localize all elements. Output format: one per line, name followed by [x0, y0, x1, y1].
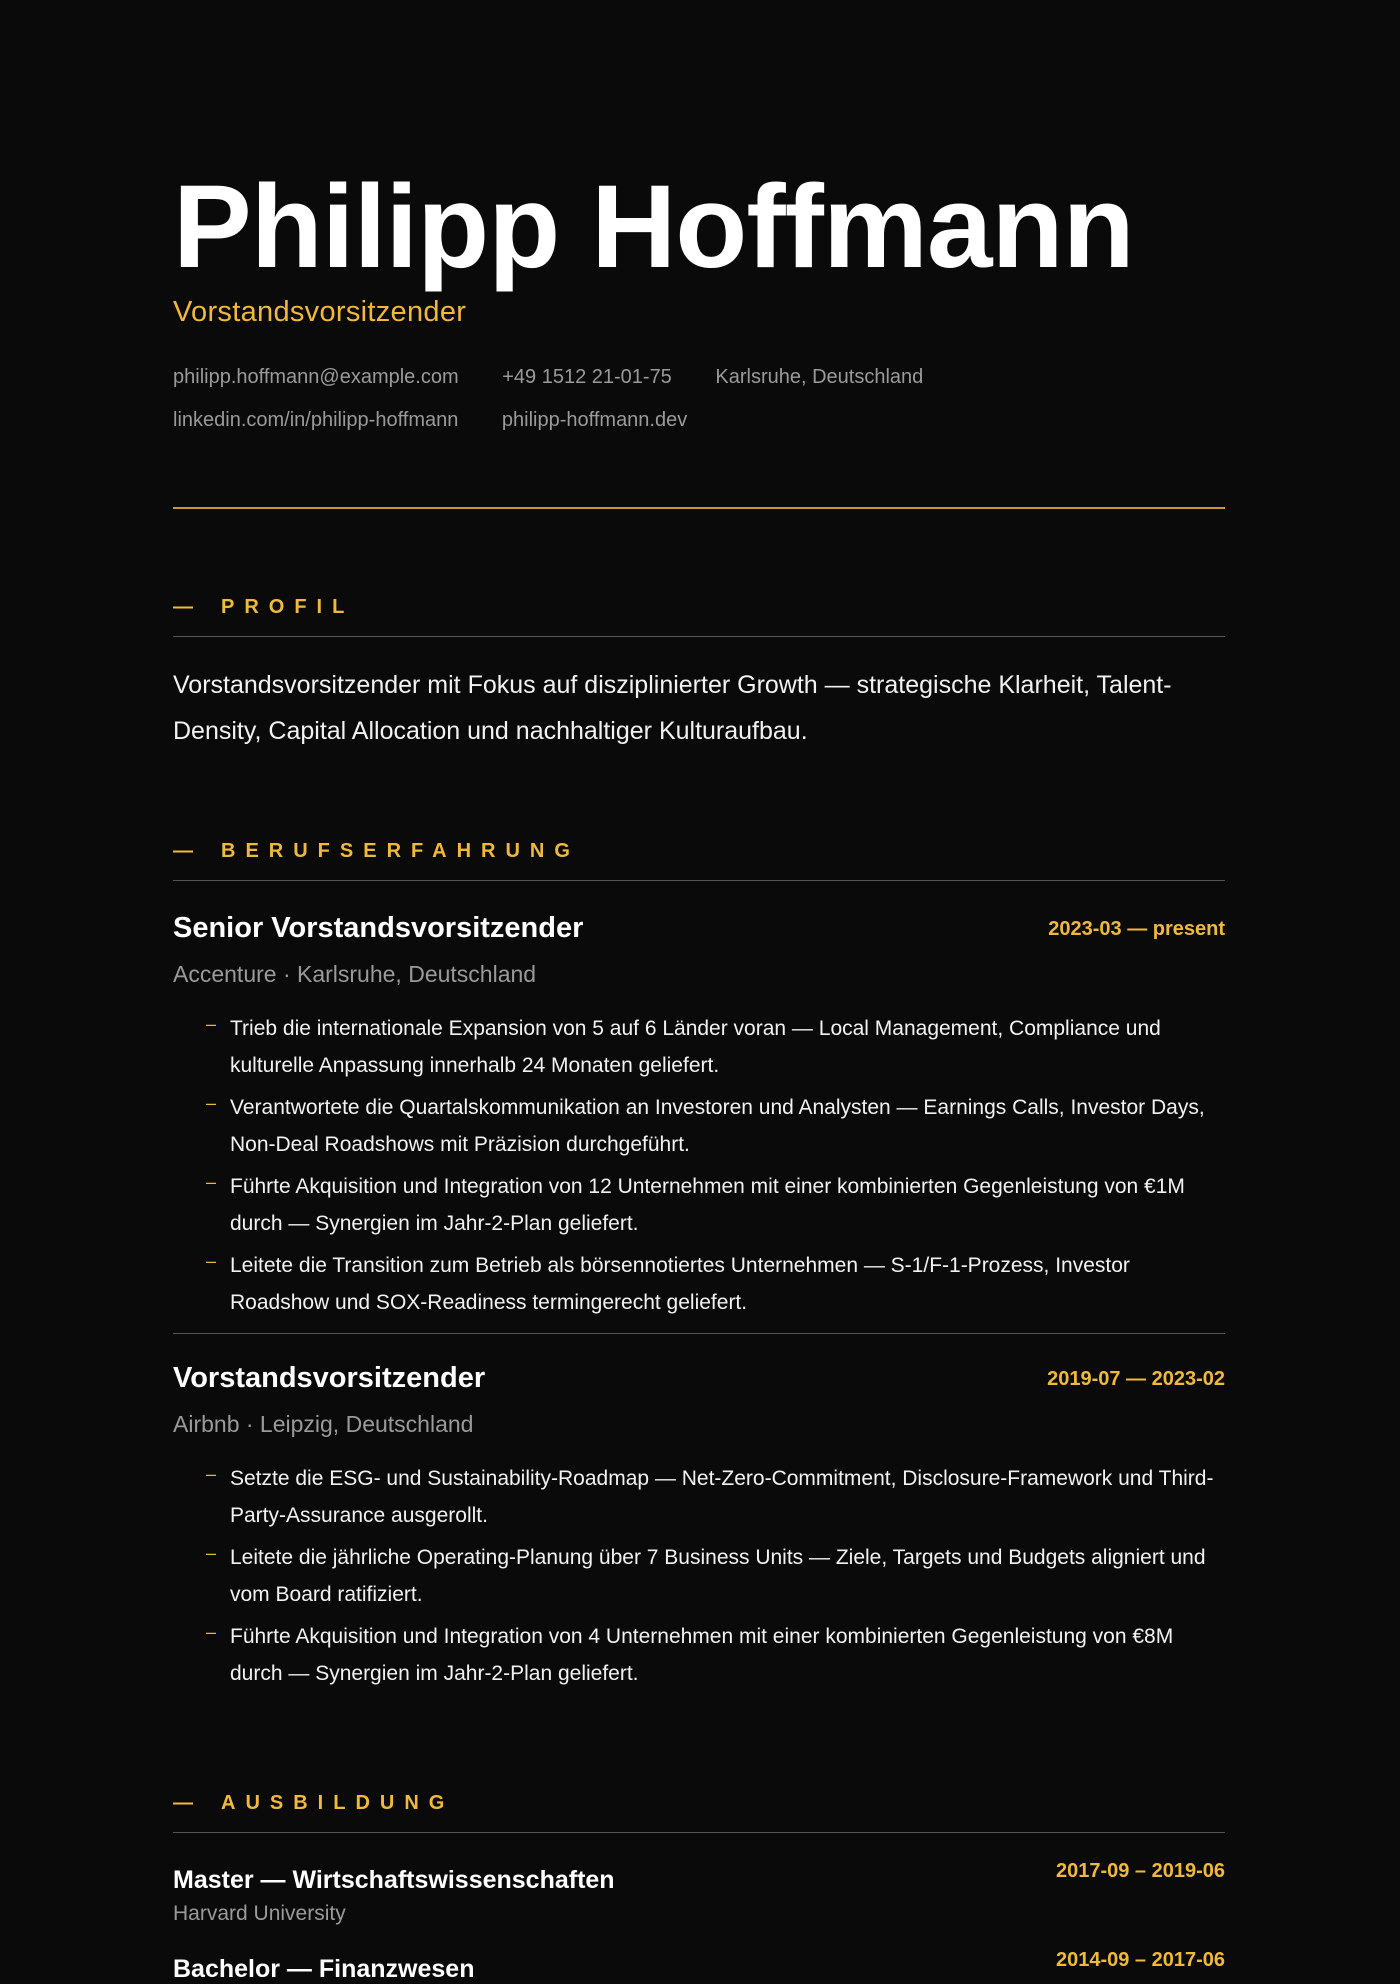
education-dates: 2014-09 – 2017-06: [1055, 1949, 1225, 1971]
job-bullets: [173, 1460, 1225, 1697]
header-divider: [173, 507, 1225, 509]
bullet-marker: –: [206, 1093, 217, 1113]
section-label-education: AUSBILDUNG: [221, 1792, 455, 1814]
candidate-name: Philipp Hoffmann: [173, 161, 1134, 293]
job-dates: 2019-07 — 2023-02: [1047, 1368, 1225, 1390]
education-degree: Bachelor — Finanzwesen: [173, 1955, 475, 1983]
education-school: Harvard University: [173, 1902, 346, 1925]
job-bullet: [173, 1168, 1225, 1242]
bullet-text: Führte Akquisition und Integration von 4 Unternehmen mit einer kombinierten Gegenleistung von €8M durch — Synergien im Jahr-2-Plan geliefert.: [230, 1625, 1174, 1685]
section-heading-education: [173, 1792, 1225, 1833]
contact-website[interactable]: philipp-hoffmann.dev: [501, 409, 688, 431]
job-bullet: [173, 1618, 1225, 1692]
contact-phone[interactable]: +49 1512 21-01-75: [502, 366, 672, 388]
bullet-text: Führte Akquisition und Integration von 12 Unternehmen mit einer kombinierten Gegenleistung von €1M durch — Synergien im Jahr-2-Plan geliefert.: [230, 1175, 1185, 1235]
contact-row-primary: [173, 366, 923, 389]
bullet-text: Leitete die jährliche Operating-Planung über 7 Business Units — Ziele, Targets und Budgets aligniert und vom Board ratifiziert.: [230, 1546, 1206, 1606]
bullet-text: Verantwortete die Quartalskommunikation an Investoren und Analysten — Earnings Calls, Investor Days, Non-Deal Roadshows mit Präzision durchgeführt.: [230, 1096, 1205, 1156]
education-dates: 2017-09 – 2019-06: [1055, 1860, 1225, 1882]
bullet-marker: –: [206, 1251, 217, 1271]
section-heading-profile: [173, 596, 1225, 637]
candidate-role: Vorstandsvorsitzender: [173, 296, 467, 328]
section-label-experience: BERUFSERFAHRUNG: [221, 840, 580, 862]
bullet-marker: –: [206, 1464, 217, 1484]
job-bullet: [173, 1460, 1225, 1534]
job-bullet: [173, 1247, 1225, 1321]
section-dash: —: [173, 840, 193, 862]
section-heading-experience: [173, 840, 1225, 881]
bullet-text: Trieb die internationale Expansion von 5 auf 6 Länder voran — Local Management, Compliance und kulturelle Anpassung innerhalb 24 Monaten geliefert.: [230, 1017, 1161, 1077]
job-bullet: [173, 1010, 1225, 1084]
job-title: Vorstandsvorsitzender: [173, 1362, 486, 1394]
job-company: Airbnb · Leipzig, Deutschland: [173, 1411, 474, 1437]
job-bullet: [173, 1539, 1225, 1613]
bullet-marker: –: [206, 1172, 217, 1192]
contact-row-secondary: [173, 409, 687, 432]
section-label-profile: PROFIL: [221, 596, 355, 618]
bullet-marker: –: [206, 1014, 217, 1034]
section-dash: —: [173, 1792, 193, 1814]
job-company: Accenture · Karlsruhe, Deutschland: [173, 961, 537, 987]
contact-linkedin[interactable]: linkedin.com/in/philipp-hoffmann: [173, 409, 459, 431]
job-dates: 2023-03 — present: [1048, 918, 1225, 940]
bullet-marker: –: [206, 1543, 217, 1563]
job-bullet: [173, 1089, 1225, 1163]
bullet-text: Setzte die ESG- und Sustainability-Roadmap — Net-Zero-Commitment, Disclosure-Framework und Third-Party-Assurance ausgerollt.: [230, 1467, 1214, 1527]
bullet-text: Leitete die Transition zum Betrieb als börsennotiertes Unternehmen — S-1/F-1-Prozess, Investor Roadshow und SOX-Readiness termingerecht geliefert.: [230, 1254, 1130, 1314]
contact-location: Karlsruhe, Deutschland: [715, 366, 924, 388]
section-dash: —: [173, 596, 193, 618]
education-degree: Master — Wirtschaftswissenschaften: [173, 1866, 615, 1894]
experience-divider: [173, 1333, 1225, 1334]
bullet-marker: –: [206, 1622, 217, 1642]
job-bullets: [173, 1010, 1225, 1326]
job-title: Senior Vorstandsvorsitzender: [173, 912, 584, 944]
contact-email[interactable]: philipp.hoffmann@example.com: [173, 366, 459, 388]
profile-summary: Vorstandsvorsitzender mit Fokus auf disziplinierter Growth — strategische Klarheit, Talent-Density, Capital Allocation und nachhaltiger Kulturaufbau.: [173, 671, 1172, 745]
